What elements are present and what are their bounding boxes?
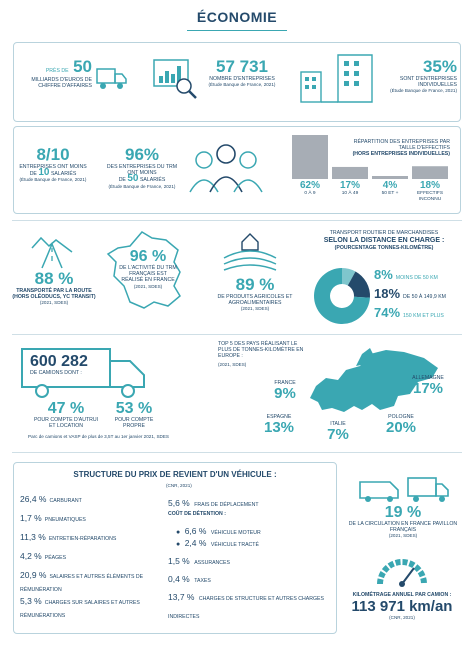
- country-value: 13%: [263, 419, 295, 437]
- france-value: 96 %: [129, 248, 167, 265]
- cost-label: CARBURANT: [49, 498, 82, 504]
- ratio-text-sal: SALARIÉS: [50, 171, 77, 178]
- cost-label: CHARGES SUR SALAIRES ET AUTRES RÉMUNÉRATIONS: [20, 600, 140, 619]
- ent-source: (Étude Banque de France, 2021): [208, 82, 276, 88]
- indiv-source: (Étude Banque de France, 2021): [390, 88, 457, 94]
- cost-item-moteur: [168, 521, 334, 536]
- agri-value: 89 %: [235, 275, 275, 294]
- people-icon: [186, 140, 266, 196]
- dist-value: 74%: [374, 305, 401, 320]
- km-title: KILOMÉTRAGE ANNUEL PAR CAMION :: [352, 592, 452, 598]
- dist-legend-item: [374, 285, 464, 304]
- cost-pct: 13,7 %: [168, 592, 195, 602]
- camions-text: DE CAMIONS DONT :: [30, 370, 82, 376]
- rep-bar: [412, 166, 448, 179]
- dist-label: MOINS DE 50 KM: [395, 275, 438, 281]
- rep-category: 10 À 49: [341, 191, 359, 196]
- cost-pct: 1,5 %: [168, 556, 190, 566]
- page-title: ÉCONOMIE: [196, 9, 278, 25]
- cost-label: SALAIRES ET AUTRES ÉLÉMENTS DE RÉMUNÉRATION: [20, 574, 144, 593]
- indiv-value: 35%: [422, 57, 457, 76]
- cost-list-right: [168, 493, 334, 623]
- cost-pct: 2,4 %: [184, 538, 207, 548]
- km-source: (CNR, 2021): [389, 615, 415, 621]
- cost-pct: 1,7 %: [20, 513, 42, 523]
- cost-label: ASSURANCES: [194, 560, 230, 566]
- route-text-1: TRANSPORTÉ PAR LA ROUTE: [16, 288, 92, 294]
- propre-text: POUR COMPTE PROPRE: [114, 417, 154, 430]
- detention-label: COÛT DE DÉTENTION :: [168, 511, 226, 517]
- cost-item-taxes: [168, 569, 334, 587]
- rep-category: EFFECTIFS INCONNU: [416, 191, 444, 202]
- agri-block: [210, 276, 300, 312]
- structure-source: (CNR, 2021): [166, 483, 192, 488]
- country-france: [262, 380, 308, 402]
- pavillon-block: [344, 504, 462, 539]
- ent-text: NOMBRE D'ENTREPRISES: [209, 76, 275, 82]
- rep-bar: [372, 176, 408, 179]
- trm-block: [102, 146, 182, 189]
- rep-bar: [332, 167, 368, 179]
- van-truck-icon: [356, 474, 452, 504]
- km-block: [340, 592, 464, 621]
- propre-block: [106, 400, 162, 429]
- ca-value: 50: [73, 57, 92, 76]
- dist-legend: [374, 266, 464, 326]
- ratio-block: [18, 146, 88, 183]
- rep-category: 0 À 9: [304, 191, 316, 196]
- dist-donut-chart: [312, 266, 372, 326]
- cost-pct: 6,6 %: [184, 526, 207, 536]
- dist-legend-item: [374, 266, 464, 285]
- trm-text-sal: SALARIÉS: [139, 177, 166, 184]
- cost-label: VÉHICULE MOTEUR: [210, 530, 261, 536]
- country-value: 9%: [274, 385, 296, 403]
- dist-title-3: (POURCENTAGE TONNES-KILOMÈTRE): [334, 245, 434, 252]
- rep-bar-chart: [290, 135, 455, 179]
- route-block: [8, 270, 100, 306]
- france-block: [118, 248, 178, 289]
- title-underline: [187, 30, 287, 31]
- cost-pct: 11,3 %: [20, 532, 46, 542]
- route-value: 88 %: [34, 269, 74, 288]
- structure-title: STRUCTURE DU PRIX DE REVIENT D'UN VÉHICULE :: [73, 470, 277, 479]
- dist-value: 18%: [374, 286, 401, 301]
- farm-icon: [222, 228, 278, 274]
- cost-list-left: [20, 493, 160, 621]
- indiv-text: SONT D'ENTREPRISES INDIVIDUELLES: [399, 76, 457, 89]
- rep-bar: [292, 135, 328, 179]
- country-name: FRANCE: [274, 380, 296, 386]
- bullet-icon: ●: [176, 529, 181, 536]
- dist-title-block: [306, 230, 462, 251]
- trm-text-de: DE: [118, 177, 126, 184]
- dist-label: DE 50 À 149,9 KM: [403, 294, 446, 300]
- cost-pct: 0,4 %: [168, 574, 190, 584]
- speedometer-icon: [374, 552, 430, 588]
- cost-item: [20, 493, 160, 512]
- cost-item: [20, 531, 160, 550]
- cost-pct: 20,9 %: [20, 570, 47, 580]
- trm-num: 50: [127, 173, 139, 185]
- rep-bar-label: [410, 180, 450, 203]
- ca-text: MILLIARDS D'EUROS DE CHIFFRE D'AFFAIRES: [31, 77, 92, 90]
- france-source: (2021, SDES): [133, 283, 163, 289]
- truck-icon: [96, 66, 128, 92]
- country-allemagne: [404, 375, 452, 397]
- france-text: DE L'ACTIVITÉ DU TRM FRANÇAIS EST RÉALISÉ EN FRANCE: [119, 265, 177, 284]
- map-title: TOP 5 DES PAYS RÉALISANT LE PLUS DE TONNES-KILOMÈTRE EN EUROPE :: [218, 341, 304, 360]
- cost-label: TAXES: [194, 578, 211, 584]
- indiv-block: [375, 58, 457, 94]
- cost-item: [20, 512, 160, 531]
- rep-bar-label: [330, 180, 370, 197]
- dist-title-1: TRANSPORT ROUTIER DE MARCHANDISES: [329, 230, 439, 236]
- cost-pct: 5,3 %: [20, 596, 42, 606]
- propre-value: 53 %: [115, 400, 153, 417]
- ratio-text-1: ENTREPRISES ONT MOINS: [19, 164, 87, 170]
- ratio-source: (Étude Banque de France, 2021): [19, 177, 87, 183]
- buildings-icon: [298, 52, 378, 104]
- rep-value: 18%: [419, 180, 440, 191]
- autrui-value: 47 %: [47, 400, 85, 417]
- cost-label: ENTRETIEN-RÉPARATIONS: [48, 536, 117, 542]
- rep-title: RÉPARTITION DES ENTREPRISES PAR TAILLE D'EFFECTIFS: [353, 139, 450, 152]
- ent-block: [202, 58, 282, 88]
- cost-item-charges: [168, 587, 334, 623]
- rep-category: 50 ET +: [381, 191, 399, 196]
- bullet-icon: ●: [176, 541, 181, 548]
- cost-item-tracte: [168, 533, 334, 551]
- rep-bar-label: [290, 180, 330, 197]
- country-name: POLOGNE: [388, 414, 414, 420]
- rep-value: 4%: [382, 180, 398, 191]
- cost-pct: 5,6 %: [168, 498, 190, 508]
- route-text-2: (HORS OLÉODUCS, YC TRANSIT): [12, 294, 96, 301]
- cost-item: [20, 550, 160, 569]
- cost-item-deplacement: [168, 493, 334, 507]
- dist-legend-item: [374, 304, 464, 323]
- country-pologne: [376, 414, 426, 436]
- country-name: ESPAGNE: [266, 414, 292, 420]
- autrui-text: POUR COMPTE D'AUTRUI ET LOCATION: [33, 417, 99, 430]
- road-icon: [30, 234, 74, 270]
- ratio-text-de: DE: [29, 171, 37, 178]
- cost-item: [20, 595, 160, 621]
- agri-text: DE PRODUITS AGRICOLES ET AGROALIMENTAIRES: [217, 294, 293, 307]
- trm-text-1: DES ENTREPRISES DU TRM ONT MOINS: [106, 164, 178, 177]
- dist-label: 150 KM ET PLUS: [403, 313, 444, 319]
- country-name: ITALIE: [330, 421, 346, 427]
- dist-title-2: SELON LA DISTANCE EN CHARGE :: [323, 237, 445, 245]
- agri-source: (2021, SDES): [240, 306, 270, 312]
- cost-label: CHARGES DE STRUCTURE ET AUTRES CHARGES INDIRECTES: [168, 596, 324, 620]
- cost-label: FRAIS DE DÉPLACEMENT: [194, 502, 259, 508]
- cost-pct: 4,2 %: [20, 551, 42, 561]
- km-value: 113 971 km/an: [351, 598, 453, 616]
- trm-value: 96%: [124, 145, 160, 164]
- pavillon-source: (2021, SDES): [388, 533, 418, 539]
- separator-5: [12, 452, 462, 453]
- cost-item-assurances: [168, 551, 334, 569]
- country-italie: [318, 421, 358, 443]
- country-name: ALLEMAGNE: [412, 375, 444, 381]
- autrui-block: [30, 400, 102, 429]
- rep-subtitle: (HORS ENTREPRISES INDIVIDUELLES): [352, 151, 450, 157]
- pavillon-value: 19 %: [384, 504, 422, 521]
- trm-source: (Étude Banque de France, 2021): [108, 183, 176, 189]
- cost-item: [20, 569, 160, 595]
- cost-pct: 26,4 %: [20, 494, 47, 504]
- map-source: (2021, SDES): [218, 362, 247, 367]
- country-espagne: [256, 414, 302, 436]
- rep-value: 62%: [299, 180, 320, 191]
- cost-label: VÉHICULE TRACTÉ: [210, 542, 259, 548]
- camions-block: [30, 353, 114, 376]
- rep-labels: [290, 180, 455, 210]
- route-source: (2021, SDES): [39, 300, 69, 306]
- ratio-value: 8/10: [36, 145, 70, 164]
- country-value: 17%: [412, 380, 444, 398]
- separator-3: [12, 220, 462, 221]
- country-value: 7%: [327, 426, 349, 444]
- cost-label: PNEUMATIQUES: [44, 517, 86, 523]
- country-value: 20%: [385, 419, 417, 437]
- rep-bar-label: [370, 180, 410, 197]
- trm-text-2: [102, 173, 182, 185]
- cost-label: PÉAGES: [44, 555, 67, 561]
- camions-value: 600 282: [30, 353, 88, 370]
- parc-note: Parc de camions et VASP de plus de 3,5T au 1er janvier 2021, SDES: [28, 434, 169, 439]
- pavillon-text: DE LA CIRCULATION EN FRANCE PAVILLON FRANÇAIS: [348, 521, 458, 534]
- chart-magnifier-icon: [152, 56, 202, 102]
- ratio-num: 10: [38, 167, 50, 179]
- ca-block: [22, 58, 92, 89]
- ca-prefix: PRÈS DE: [45, 68, 69, 74]
- rep-value: 17%: [339, 180, 360, 191]
- separator-4: [12, 334, 462, 335]
- ent-value: 57 731: [216, 57, 268, 76]
- dist-value: 8%: [374, 267, 393, 282]
